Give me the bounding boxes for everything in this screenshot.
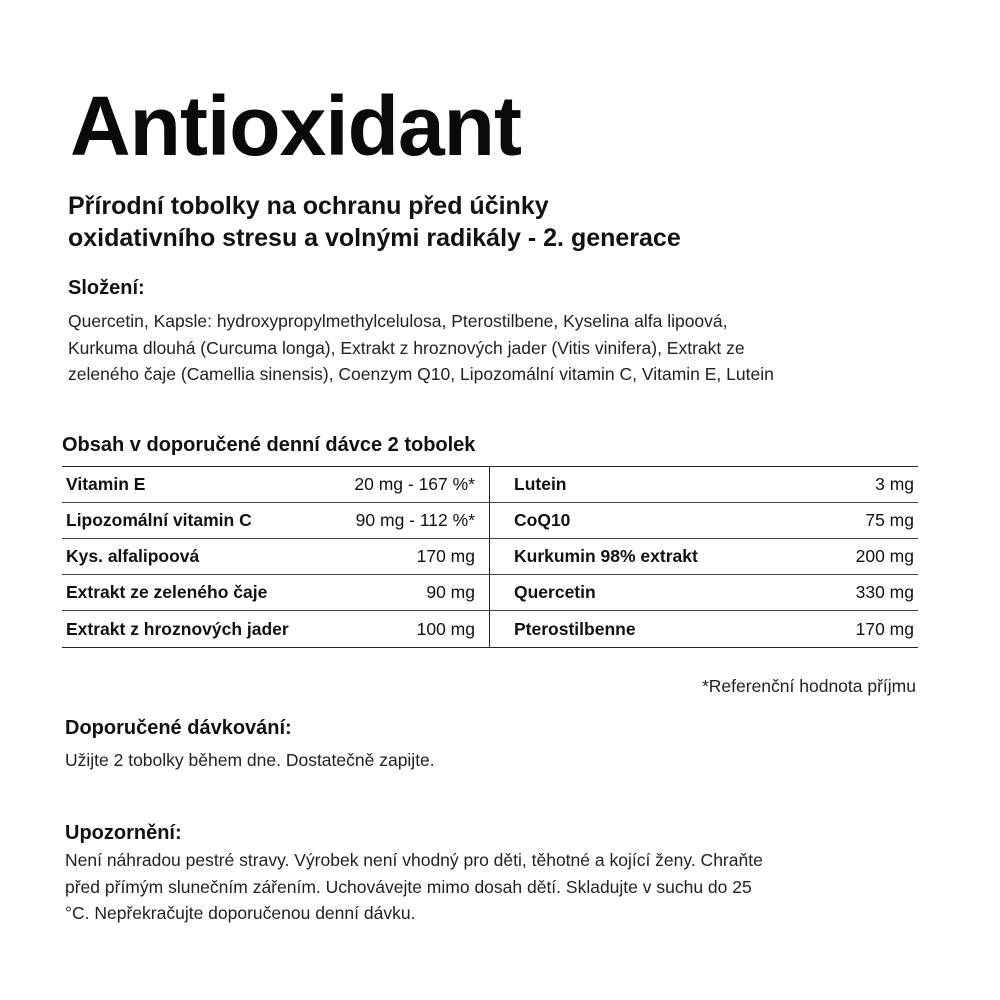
table-row [490, 503, 918, 539]
product-subtitle [68, 190, 948, 254]
ingredient-name: Quercetin [514, 582, 596, 602]
ingredient-name: Kys. alfalipoová [66, 546, 200, 566]
dosage-heading: Doporučené dávkování: [65, 717, 292, 739]
ingredient-amount: 90 mg - 112 %* [355, 510, 475, 530]
table-row [62, 467, 489, 503]
ingredient-name: CoQ10 [514, 510, 571, 530]
warning-line: Není náhradou pestré stravy. Výrobek není vhodný pro děti, těhotné a kojící ženy. Chraňte [65, 850, 763, 870]
subtitle-line: oxidativního stresu a volnými radikály - 2. generace [68, 224, 681, 252]
composition-line: zeleného čaje (Camellia sinensis), Coenzym Q10, Lipozomální vitamin C, Vitamin E, Lutein [68, 364, 774, 384]
composition-line: Quercetin, Kapsle: hydroxypropylmethylcelulosa, Pterostilbene, Kyselina alfa lipoová, [68, 311, 728, 331]
table-row [62, 611, 489, 647]
dosage-text [65, 747, 945, 774]
warning-heading: Upozornění: [65, 822, 182, 844]
ingredient-amount: 3 mg [875, 474, 914, 494]
ingredient-name: Extrakt ze zeleného čaje [66, 582, 268, 602]
warning-line: před přímým slunečním zářením. Uchovávejte mimo dosah dětí. Skladujte v suchu do 25 [65, 876, 752, 897]
composition-line: Kurkuma dlouhá (Curcuma longa), Extrakt z hroznových jader (Vitis vinifera), Extrakt ze [68, 337, 745, 358]
table-row [490, 575, 918, 611]
table-row [490, 611, 918, 647]
product-title: Antioxidant [70, 79, 521, 173]
ingredient-amount: 170 mg [855, 618, 914, 639]
table-row [62, 539, 489, 575]
warning-text [65, 847, 945, 927]
composition-heading: Složení: [68, 277, 145, 299]
ingredient-amount: 20 mg - 167 %* [354, 474, 475, 494]
ingredient-amount: 90 mg [426, 582, 475, 602]
ingredient-amount: 100 mg [416, 618, 475, 639]
nutrition-table-right-column [490, 467, 918, 647]
nutrition-table-left-column [62, 467, 490, 647]
composition-text [68, 308, 948, 388]
ingredient-amount: 200 mg [855, 546, 914, 566]
table-row [490, 467, 918, 503]
table-row [62, 575, 489, 611]
ingredient-name: Vitamin E [66, 474, 146, 494]
ingredient-name: Kurkumin 98% extrakt [514, 546, 698, 566]
table-row [62, 503, 489, 539]
ingredient-amount: 330 mg [855, 582, 914, 602]
warning-line: °C. Nepřekračujte doporučenou denní dávku. [65, 903, 416, 923]
reference-intake-footnote: *Referenční hodnota příjmu [701, 676, 916, 696]
nutrition-table [62, 466, 918, 648]
dosage-line: Užijte 2 tobolky během dne. Dostatečně zapijte. [65, 750, 435, 770]
ingredient-name: Lipozomální vitamin C [66, 510, 252, 530]
nutrition-table-heading: Obsah v doporučené denní dávce 2 tobolek [62, 434, 476, 456]
ingredient-name: Lutein [514, 474, 567, 494]
ingredient-amount: 75 mg [865, 510, 914, 530]
ingredient-name: Pterostilbenne [514, 618, 636, 639]
table-row [490, 539, 918, 575]
ingredient-name: Extrakt z hroznových jader [66, 618, 289, 639]
subtitle-line: Přírodní tobolky na ochranu před účinky [68, 192, 549, 220]
ingredient-amount: 170 mg [416, 546, 475, 566]
